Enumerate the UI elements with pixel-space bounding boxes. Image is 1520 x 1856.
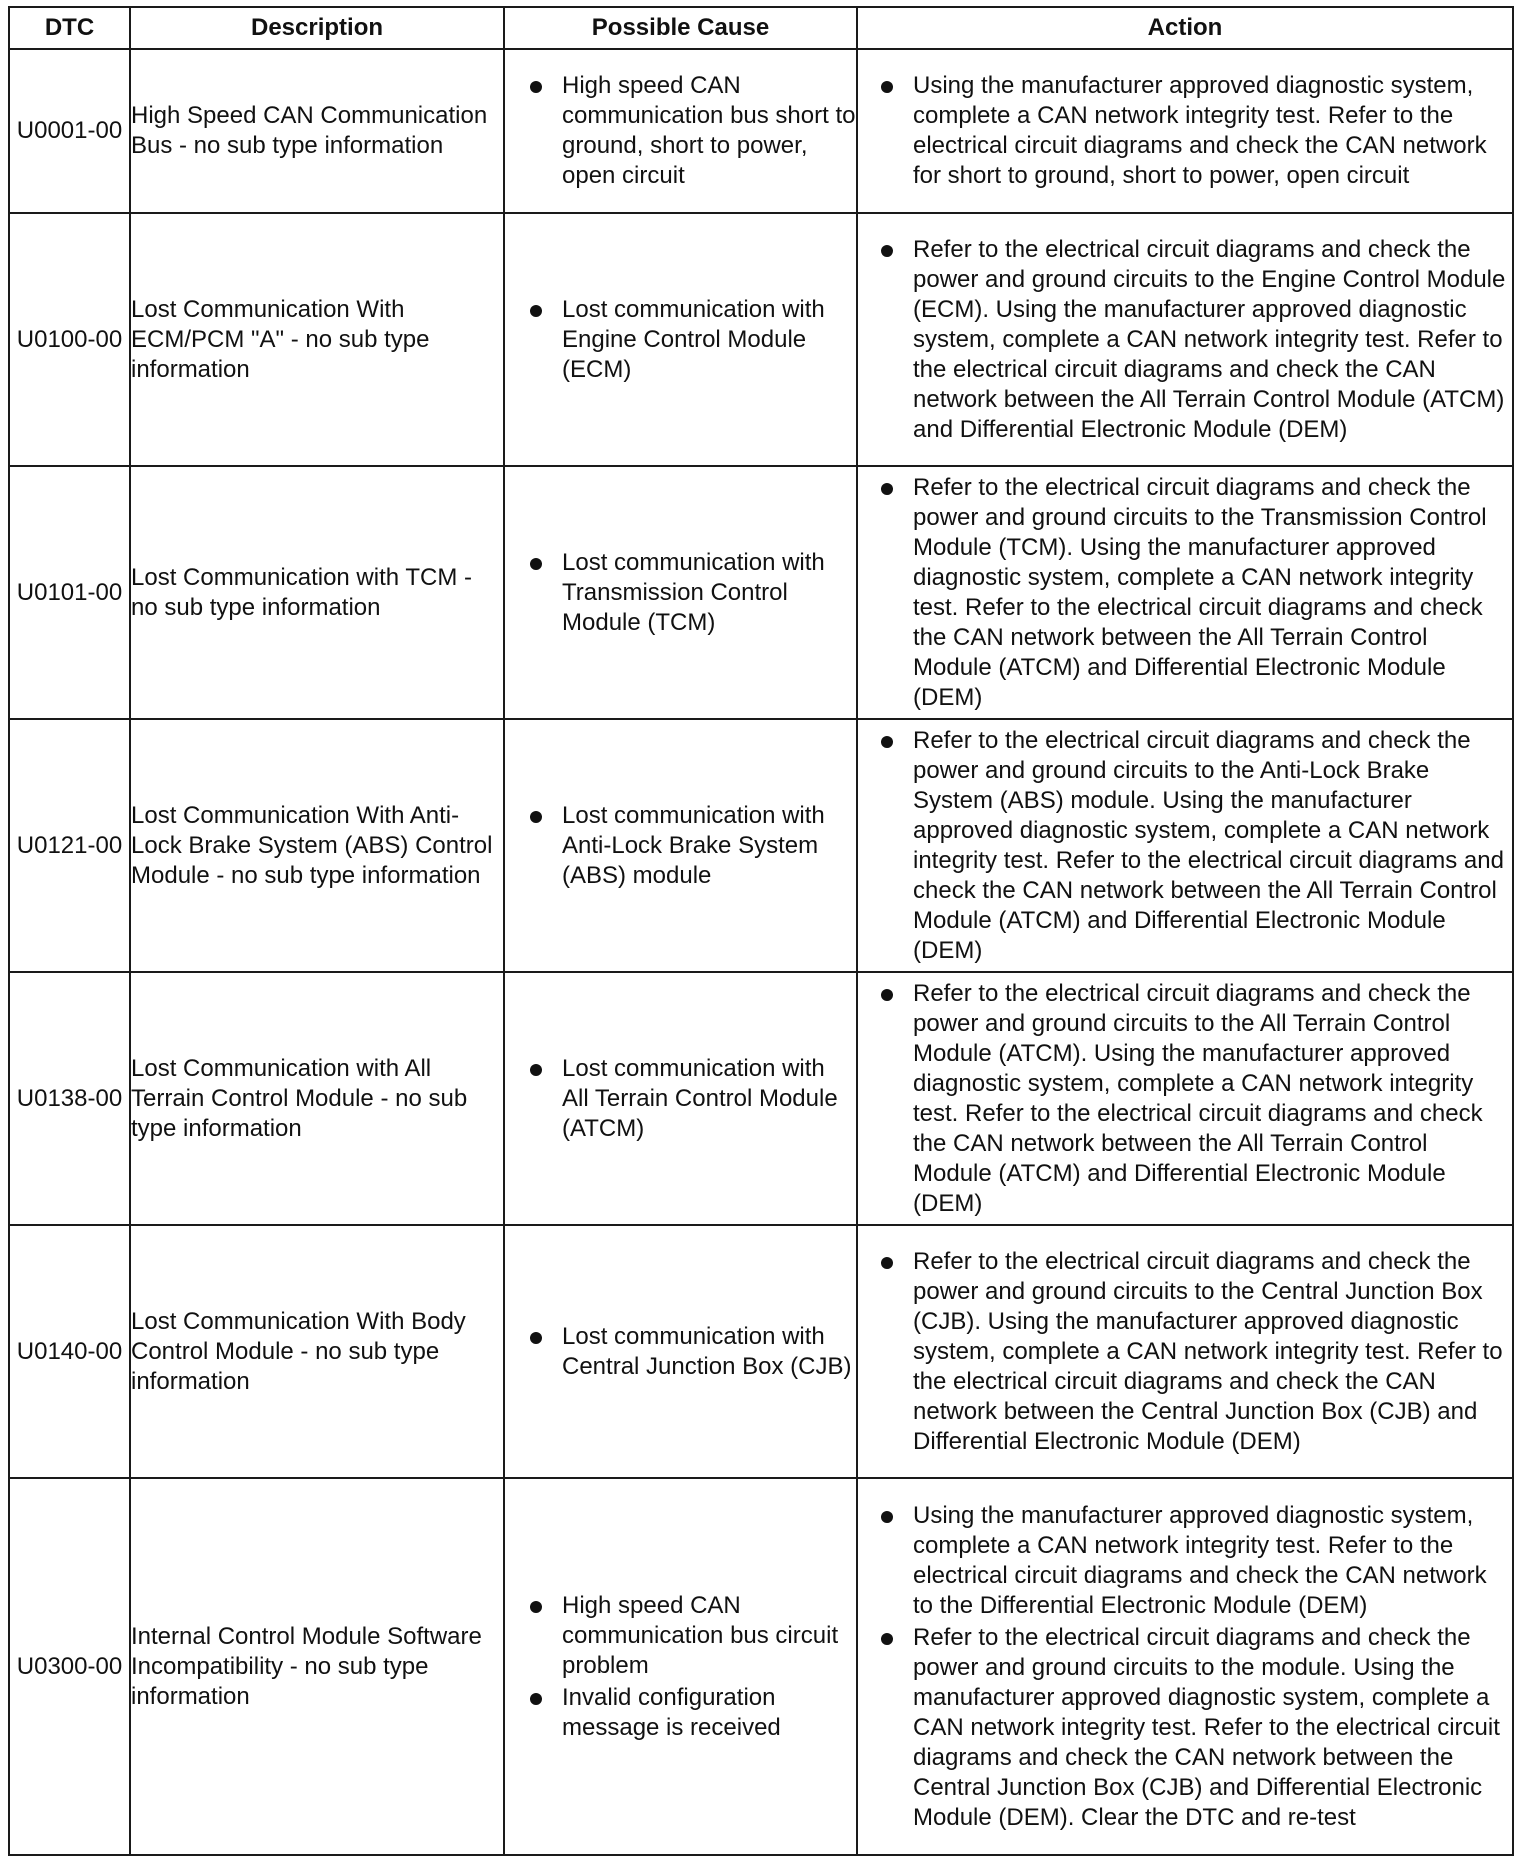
bullet-icon	[530, 1064, 542, 1076]
cause-item	[505, 548, 856, 638]
cause-item	[505, 295, 856, 385]
table-row	[9, 213, 1513, 466]
dtc-description: Lost Communication with TCM - no sub type information	[130, 466, 504, 719]
bullet-icon	[881, 1257, 893, 1269]
possible-cause-cell	[504, 1478, 857, 1855]
cause-text: Lost communication with Transmission Control Module (TCM)	[562, 548, 825, 636]
cause-text: High speed CAN communication bus circuit problem	[562, 1591, 839, 1679]
header-description: Description	[130, 7, 504, 49]
bullet-icon	[530, 1332, 542, 1344]
action-cell	[857, 719, 1513, 972]
dtc-code: U0001-00	[9, 49, 130, 213]
action-cell	[857, 1225, 1513, 1478]
possible-cause-cell	[504, 719, 857, 972]
action-item	[858, 979, 1512, 1219]
possible-cause-cell	[504, 213, 857, 466]
bullet-icon	[530, 1693, 542, 1705]
action-item	[858, 726, 1512, 966]
dtc-description: Lost Communication with All Terrain Control Module - no sub type information	[130, 972, 504, 1225]
action-item	[858, 1501, 1512, 1621]
action-text: Using the manufacturer approved diagnostic system, complete a CAN network integrity test. Refer to the electrical circuit diagrams and check the CAN network to the Differential Electronic Module (DEM)	[913, 1501, 1487, 1619]
dtc-code: U0101-00	[9, 466, 130, 719]
bullet-icon	[530, 305, 542, 317]
bullet-icon	[881, 1633, 893, 1645]
action-item	[858, 1623, 1512, 1833]
action-cell	[857, 49, 1513, 213]
dtc-description: Lost Communication With ECM/PCM "A" - no sub type information	[130, 213, 504, 466]
cause-item	[505, 1683, 856, 1743]
cause-text: Invalid configuration message is received	[562, 1683, 781, 1741]
bullet-icon	[881, 245, 893, 257]
table-header-row	[9, 7, 1513, 49]
header-possible-cause: Possible Cause	[504, 7, 857, 49]
dtc-code: U0300-00	[9, 1478, 130, 1855]
header-action: Action	[857, 7, 1513, 49]
bullet-icon	[530, 81, 542, 93]
possible-cause-cell	[504, 49, 857, 213]
action-item	[858, 1247, 1512, 1457]
possible-cause-cell	[504, 1225, 857, 1478]
action-text: Refer to the electrical circuit diagrams and check the power and ground circuits to the Transmission Control Module (TCM). Using the manufacturer approved diagnostic system, complete a CAN network integrity test. Refer to the electrical circuit diagrams and check the CAN network between the All Terrain Control Module (ATCM) and Differential Electronic Module (DEM)	[913, 473, 1487, 711]
action-item	[858, 71, 1512, 191]
bullet-icon	[530, 1601, 542, 1613]
table-row	[9, 972, 1513, 1225]
dtc-table	[8, 6, 1514, 1856]
cause-text: Lost communication with Anti-Lock Brake System (ABS) module	[562, 801, 825, 889]
bullet-icon	[530, 558, 542, 570]
action-item	[858, 473, 1512, 713]
cause-item	[505, 1591, 856, 1681]
dtc-description: Lost Communication With Body Control Module - no sub type information	[130, 1225, 504, 1478]
table-row	[9, 1478, 1513, 1855]
action-text: Refer to the electrical circuit diagrams and check the power and ground circuits to the module. Using the manufacturer approved diagnostic system, complete a CAN network integrity test. Refer to the electrical circuit diagrams and check the CAN network between the Central Junction Box (CJB) and Differential Electronic Module (DEM). Clear the DTC and re-test	[913, 1623, 1500, 1831]
dtc-description: Internal Control Module Software Incompatibility - no sub type information	[130, 1478, 504, 1855]
cause-text: Lost communication with Engine Control Module (ECM)	[562, 295, 825, 383]
action-cell	[857, 466, 1513, 719]
cause-item	[505, 1054, 856, 1144]
cause-text: High speed CAN communication bus short to ground, short to power, open circuit	[562, 72, 856, 189]
cause-item	[505, 801, 856, 891]
action-cell	[857, 213, 1513, 466]
action-text: Refer to the electrical circuit diagrams and check the power and ground circuits to the Anti-Lock Brake System (ABS) module. Using the manufacturer approved diagnostic system, complete a CAN network integrity test. Refer to the electrical circuit diagrams and check the CAN network between the All Terrain Control Module (ATCM) and Differential Electronic Module (DEM)	[913, 726, 1504, 964]
bullet-icon	[530, 811, 542, 823]
bullet-icon	[881, 989, 893, 1001]
bullet-icon	[881, 1511, 893, 1523]
action-text: Refer to the electrical circuit diagrams and check the power and ground circuits to the Central Junction Box (CJB). Using the manufacturer approved diagnostic system, complete a CAN network integrity test. Refer to the electrical circuit diagrams and check the CAN network between the Central Junction Box (CJB) and Differential Electronic Module (DEM)	[913, 1247, 1503, 1455]
action-text: Using the manufacturer approved diagnostic system, complete a CAN network integrity test. Refer to the electrical circuit diagrams and check the CAN network for short to ground, short to power, open circuit	[913, 72, 1487, 189]
bullet-icon	[881, 483, 893, 495]
dtc-description: High Speed CAN Communication Bus - no sub type information	[130, 49, 504, 213]
bullet-icon	[881, 736, 893, 748]
action-cell	[857, 972, 1513, 1225]
table-row	[9, 49, 1513, 213]
action-item	[858, 235, 1512, 445]
table-row	[9, 466, 1513, 719]
dtc-description: Lost Communication With Anti-Lock Brake System (ABS) Control Module - no sub type information	[130, 719, 504, 972]
action-cell	[857, 1478, 1513, 1855]
possible-cause-cell	[504, 972, 857, 1225]
action-text: Refer to the electrical circuit diagrams and check the power and ground circuits to the Engine Control Module (ECM). Using the manufacturer approved diagnostic system, complete a CAN network integrity test. Refer to the electrical circuit diagrams and check the CAN network between the All Terrain Control Module (ATCM) and Differential Electronic Module (DEM)	[913, 235, 1506, 443]
header-dtc: DTC	[9, 7, 130, 49]
possible-cause-cell	[504, 466, 857, 719]
table-row	[9, 1225, 1513, 1478]
dtc-code: U0121-00	[9, 719, 130, 972]
cause-item	[505, 1322, 856, 1382]
dtc-code: U0140-00	[9, 1225, 130, 1478]
cause-item	[505, 71, 856, 191]
cause-text: Lost communication with All Terrain Control Module (ATCM)	[562, 1054, 838, 1142]
table-row	[9, 719, 1513, 972]
bullet-icon	[881, 81, 893, 93]
action-text: Refer to the electrical circuit diagrams and check the power and ground circuits to the All Terrain Control Module (ATCM). Using the manufacturer approved diagnostic system, complete a CAN network integrity test. Refer to the electrical circuit diagrams and check the CAN network between the All Terrain Control Module (ATCM) and Differential Electronic Module (DEM)	[913, 979, 1483, 1217]
dtc-code: U0138-00	[9, 972, 130, 1225]
dtc-code: U0100-00	[9, 213, 130, 466]
cause-text: Lost communication with Central Junction Box (CJB)	[562, 1322, 852, 1380]
